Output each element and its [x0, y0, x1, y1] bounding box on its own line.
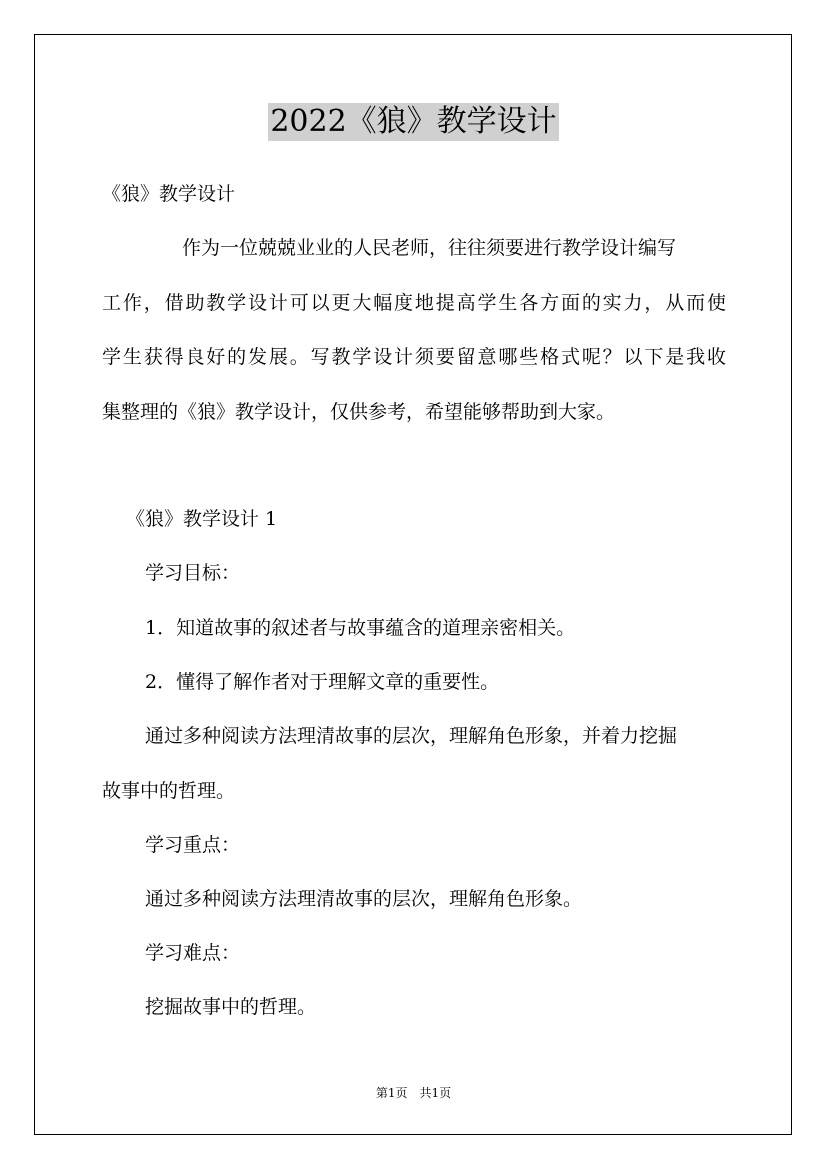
title-container: [0, 103, 827, 141]
intro-line-4: 集整理的《狼》教学设计，仅供参考，希望能够帮助到大家。: [102, 401, 616, 423]
method-line-2: 故事中的哲理。: [102, 780, 236, 802]
intro-line-1: 作为一位兢兢业业的人民老师，往往须要进行教学设计编写: [182, 237, 677, 259]
objective-2: 2．懂得了解作者对于理解文章的重要性。: [145, 671, 500, 693]
difficulties-label: 学习难点：: [145, 942, 241, 964]
key-points-label: 学习重点：: [145, 834, 241, 856]
objective-1: 1．知道故事的叙述者与故事蕴含的道理亲密相关。: [145, 617, 576, 639]
method-line-1: 通过多种阅读方法理清故事的层次，理解角色形象，并着力挖掘: [145, 725, 678, 747]
key-points-text: 通过多种阅读方法理清故事的层次，理解角色形象。: [145, 888, 583, 910]
document-title: 2022《狼》教学设计: [270, 104, 557, 139]
intro-line-3: 学生获得良好的发展。写教学设计须要留意哪些格式呢？以下是我收: [102, 346, 726, 368]
objectives-label: 学习目标：: [145, 562, 241, 584]
intro-line-2: 工作，借助教学设计可以更大幅度地提高学生各方面的实力，从而使: [102, 292, 726, 314]
difficulties-text: 挖掘故事中的哲理。: [145, 996, 317, 1018]
page-footer: 第1页 共1页: [375, 1086, 452, 1100]
document-subtitle: 《狼》教学设计: [102, 183, 236, 205]
section-heading: 《狼》教学设计 1: [126, 508, 278, 530]
